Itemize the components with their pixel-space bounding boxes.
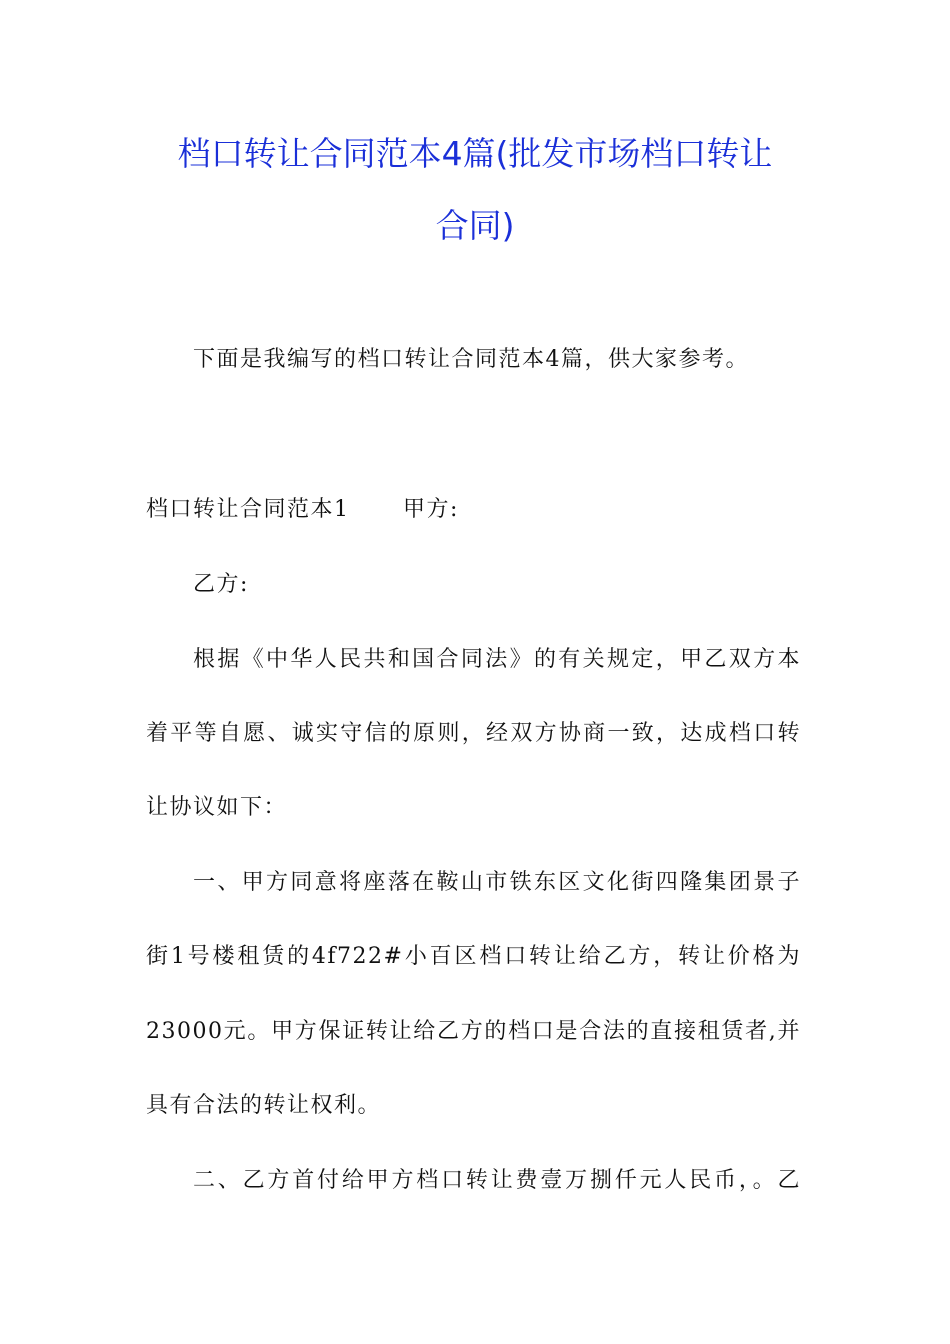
- paragraph-1-line-3: 让协议如下：: [146, 795, 288, 820]
- intro-text: 下面是我编写的档口转让合同范本4篇，供大家参考。: [193, 347, 749, 372]
- paragraph-3-line-1: 二、乙方首付给甲方档口转让费壹万捌仟元人民币，。乙: [193, 1168, 801, 1193]
- document-title-line-1: 档口转让合同范本4篇(批发市场档口转让: [177, 134, 773, 173]
- section-heading: 档口转让合同范本1: [146, 497, 350, 522]
- paragraph-2-line-4: 具有合法的转让权利。: [146, 1093, 382, 1118]
- party-b-label: 乙方:: [193, 572, 249, 597]
- paragraph-1-line-1: 根据《中华人民共和国合同法》的有关规定，甲乙双方本: [193, 647, 801, 672]
- document-title-line-2: 合同): [435, 206, 515, 245]
- paragraph-1-line-2: 着平等自愿、诚实守信的原则，经双方协商一致，达成档口转: [146, 721, 801, 746]
- paragraph-2-line-3: 23000元。甲方保证转让给乙方的档口是合法的直接租赁者,并: [146, 1019, 801, 1044]
- paragraph-2-line-2: 街1号楼租赁的4f722#小百区档口转让给乙方，转让价格为: [146, 944, 801, 969]
- paragraph-2-line-1: 一、甲方同意将座落在鞍山市铁东区文化街四隆集团景子: [193, 870, 801, 895]
- party-a-label: 甲方:: [403, 497, 459, 522]
